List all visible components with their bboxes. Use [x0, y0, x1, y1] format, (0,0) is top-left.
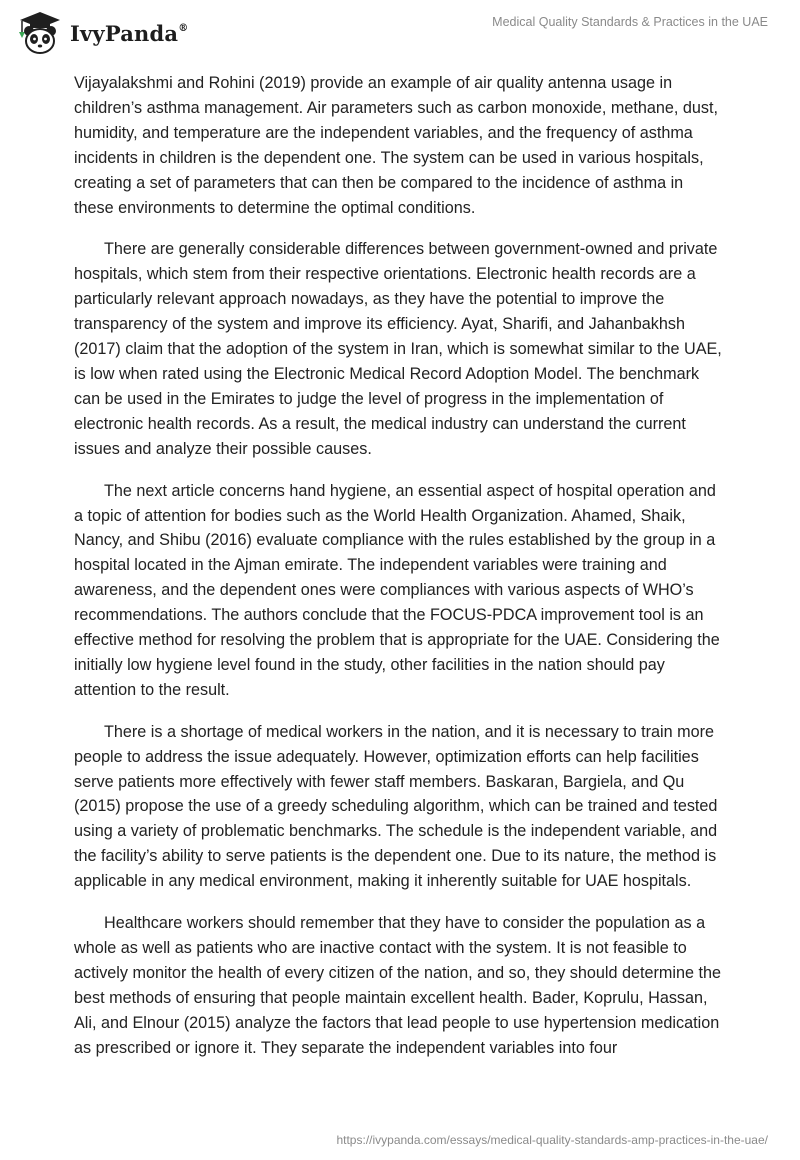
paragraph: There are generally considerable differences between government-owned and private hospitals, which stem from their respective orientations. Electronic health records are a particularly relevant approach nowadays, as they have the potential to improve the transparency of the system and improve its efficiency. Ayat, Sharifi, and Jahanbakhsh (2017) claim that the adoption of the system in Iran, which is somewhat similar to the UAE, is low when rated using the Electronic Medical Record Adoption Model. The benchmark can be used in the Emirates to judge the level of progress in the implementation of electronic health records. As a result, the medical industry can understand the current issues and analyze their possible causes.: [74, 240, 722, 458]
paragraph: The next article concerns hand hygiene, an essential aspect of hospital operation and a topic of attention for bodies such as the World Health Organization. Ahamed, Shaik, Nancy, and Shibu (2016) evaluate compliance with the rules established by the group in a hospital located in the Ajman emirate. The independent variables were training and awareness, and the dependent ones were compliances with various aspects of WHO’s recommendations. The authors conclude that the FOCUS-PDCA improvement tool is an effective method for resolving the problem that is appropriate for the UAE. Considering the initially low hygiene level found in the study, other facilities in the nation should pay attention to the result.: [74, 481, 720, 699]
paragraph: Vijayalakshmi and Rohini (2019) provide an example of air quality antenna usage in children’s asthma management. Air parameters such as carbon monoxide, methane, dust, humidity, and temperature are the independent variables, and the frequency of asthma incidents in children is the dependent one. The system can be used in various hospitals, creating a set of parameters that can then be compared to the incidence of asthma in these environments to determine the optimal conditions.: [74, 74, 718, 217]
essay-body: [74, 71, 724, 1078]
brand-name: IvyPanda®: [70, 20, 189, 46]
source-url[interactable]: https://ivypanda.com/essays/medical-quality-standards-amp-practices-in-the-uae/: [336, 1133, 768, 1147]
paragraph: Healthcare workers should remember that they have to consider the population as a whole as well as patients who are inactive contact with the system. It is not feasible to actively monitor the health of every citizen of the nation, and so, they should determine the best methods of ensuring that people maintain excellent health. Bader, Koprulu, Hassan, Ali, and Elnour (2015) analyze the factors that lead people to use hypertension medication as prescribed or ignore it. They separate the independent variables into four: [74, 914, 721, 1057]
document-title: Medical Quality Standards & Practices in the UAE: [492, 15, 768, 29]
brand-logo[interactable]: [14, 10, 188, 56]
page-header: [0, 0, 800, 70]
panda-graduate-icon: [14, 10, 64, 56]
paragraph: There is a shortage of medical workers in the nation, and it is necessary to train more people to address the issue adequately. However, optimization efforts can help facilities serve patients more effectively with fewer staff members. Baskaran, Bargiela, and Qu (2015) propose the use of a greedy scheduling algorithm, which can be trained and tested using a variety of problematic benchmarks. The schedule is the independent variable, and the facility’s ability to serve patients is the dependent one. Due to its nature, the method is applicable in any medical environment, making it inherently suitable for UAE hospitals.: [74, 722, 718, 891]
